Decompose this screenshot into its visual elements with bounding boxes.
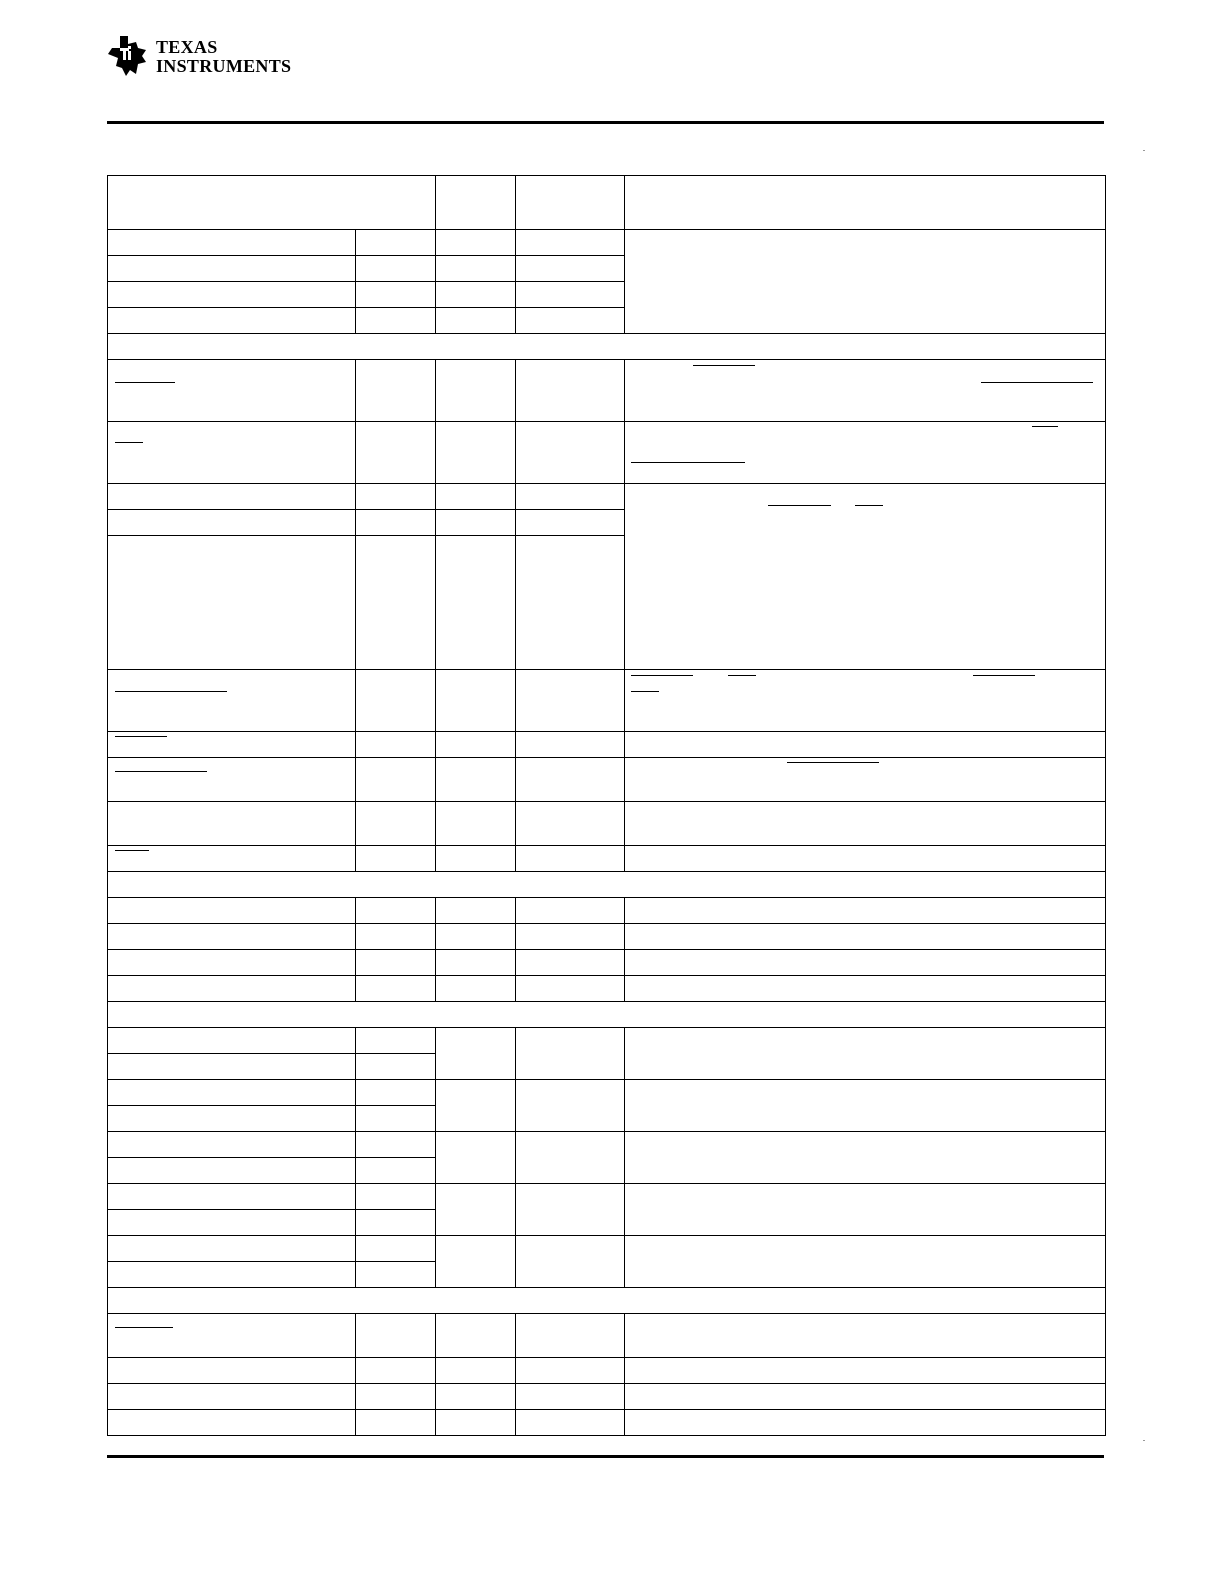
table-cell (516, 924, 625, 950)
table-cell (108, 422, 356, 484)
table-cell (108, 976, 356, 1002)
table-cell (108, 872, 1106, 898)
table-cell (356, 1410, 436, 1436)
table-cell (436, 976, 516, 1002)
table-cell (516, 1080, 625, 1132)
table-cell (108, 802, 356, 846)
table-cell (356, 422, 436, 484)
table-cell (108, 308, 356, 334)
table-cell (108, 1384, 356, 1410)
table-cell (108, 282, 356, 308)
table-cell (625, 484, 1106, 670)
table-row (108, 360, 1106, 422)
table-cell (108, 1132, 356, 1158)
table-cell (108, 1358, 356, 1384)
table-cell (516, 670, 625, 732)
logo-line-1: TEXAS (156, 37, 218, 57)
table-cell (625, 670, 1106, 732)
table-cell (108, 1184, 356, 1210)
table-cell (108, 1410, 356, 1436)
overline-mark (728, 675, 756, 676)
table-row (108, 898, 1106, 924)
table-row (108, 1080, 1106, 1106)
table-cell (436, 670, 516, 732)
table-cell (108, 846, 356, 872)
table-cell (625, 802, 1106, 846)
table-cell (356, 1028, 436, 1054)
table-cell (108, 256, 356, 282)
table-cell (108, 1210, 356, 1236)
table-cell (108, 176, 436, 230)
table-cell (108, 950, 356, 976)
table-cell (516, 256, 625, 282)
table-cell (625, 360, 1106, 422)
ti-state-logo-icon (106, 34, 150, 78)
table-cell (356, 1210, 436, 1236)
table-cell (516, 536, 625, 670)
table-cell (108, 1262, 356, 1288)
table-cell (516, 1028, 625, 1080)
table-row (108, 802, 1106, 846)
overline-mark (631, 691, 659, 692)
table-cell (436, 1028, 516, 1080)
table-cell (108, 1080, 356, 1106)
overline-mark (855, 505, 883, 506)
table-cell (625, 422, 1106, 484)
table-cell (356, 1106, 436, 1132)
table-cell (436, 924, 516, 950)
table-cell (356, 1314, 436, 1358)
table-cell (356, 256, 436, 282)
table-row (108, 1236, 1106, 1262)
table-cell (108, 1314, 356, 1358)
table-row (108, 1314, 1106, 1358)
table-cell (516, 1358, 625, 1384)
table-section-row (108, 1288, 1106, 1314)
table-cell (108, 360, 356, 422)
footer-rule (107, 1455, 1104, 1458)
table-cell (436, 846, 516, 872)
table-cell (625, 1410, 1106, 1436)
table-row (108, 670, 1106, 732)
table-row (108, 950, 1106, 976)
table-cell (108, 732, 356, 758)
table-cell (436, 422, 516, 484)
table-cell (356, 802, 436, 846)
table-cell (356, 846, 436, 872)
overline-mark (115, 382, 175, 383)
table-row (108, 1184, 1106, 1210)
table-row (108, 230, 1106, 256)
table-cell (436, 1080, 516, 1132)
overline-mark (115, 736, 167, 737)
table-cell (516, 1410, 625, 1436)
table-cell (436, 308, 516, 334)
table-cell (625, 1236, 1106, 1288)
table-cell (625, 950, 1106, 976)
table-cell (356, 976, 436, 1002)
table-cell (625, 732, 1106, 758)
table-cell (516, 1132, 625, 1184)
table-row (108, 758, 1106, 802)
overline-mark (115, 1327, 173, 1328)
table-cell (516, 422, 625, 484)
table-cell (356, 510, 436, 536)
overline-mark (115, 442, 143, 443)
table-cell (516, 976, 625, 1002)
table-cell (356, 1080, 436, 1106)
margin-tick (1143, 150, 1145, 151)
table-cell (436, 1410, 516, 1436)
margin-tick (1143, 1440, 1145, 1441)
table-cell (108, 484, 356, 510)
table-cell (356, 230, 436, 256)
overline-mark (693, 365, 755, 366)
overline-mark (768, 505, 831, 506)
overline-mark (631, 675, 693, 676)
table-cell (356, 898, 436, 924)
table-cell (516, 176, 625, 230)
table-cell (625, 898, 1106, 924)
table-row (108, 732, 1106, 758)
table-cell (436, 230, 516, 256)
table-cell (436, 898, 516, 924)
overline-mark (981, 382, 1093, 383)
table-cell (356, 924, 436, 950)
ti-logo (106, 34, 296, 80)
table-cell (356, 1384, 436, 1410)
overline-mark (787, 762, 879, 763)
table-cell (356, 360, 436, 422)
table-cell (356, 1358, 436, 1384)
table-section-row (108, 1002, 1106, 1028)
table-cell (108, 1236, 356, 1262)
table-cell (516, 360, 625, 422)
header-rule (107, 121, 1104, 124)
table-cell (108, 536, 356, 670)
table-cell (516, 282, 625, 308)
table-cell (108, 670, 356, 732)
table-cell (436, 484, 516, 510)
table-cell (356, 308, 436, 334)
table-cell (108, 1158, 356, 1184)
table-cell (108, 898, 356, 924)
table-cell (436, 536, 516, 670)
table-cell (436, 758, 516, 802)
table-cell (516, 484, 625, 510)
table-cell (356, 1132, 436, 1158)
table-cell (516, 758, 625, 802)
table-cell (108, 1054, 356, 1080)
table-cell (436, 1384, 516, 1410)
overline-mark (631, 462, 745, 463)
table-cell (356, 1262, 436, 1288)
table-row (108, 846, 1106, 872)
table-cell (436, 950, 516, 976)
table-cell (436, 1132, 516, 1184)
table-row (108, 1132, 1106, 1158)
table-cell (516, 732, 625, 758)
overline-mark (1032, 426, 1058, 427)
logo-wordmark (156, 38, 291, 76)
table-row (108, 1384, 1106, 1410)
table-row (108, 1028, 1106, 1054)
table-cell (516, 898, 625, 924)
table-cell (356, 484, 436, 510)
table-cell (625, 1184, 1106, 1236)
table-cell (436, 1236, 516, 1288)
table-cell (625, 1132, 1106, 1184)
table-cell (625, 1384, 1106, 1410)
table-cell (625, 924, 1106, 950)
table-cell (108, 1288, 1106, 1314)
table-cell (356, 536, 436, 670)
table-header-row (108, 176, 1106, 230)
table-row (108, 422, 1106, 484)
table-cell (625, 976, 1106, 1002)
table-cell (356, 282, 436, 308)
table-row (108, 484, 1106, 510)
table-cell (356, 1236, 436, 1262)
overline-mark (115, 850, 149, 851)
table-cell (516, 802, 625, 846)
table-row (108, 924, 1106, 950)
table-cell (108, 758, 356, 802)
table-cell (436, 1184, 516, 1236)
spec-table (107, 175, 1106, 1436)
table-row (108, 976, 1106, 1002)
table-cell (516, 846, 625, 872)
table-cell (436, 732, 516, 758)
table-row (108, 1358, 1106, 1384)
table-cell (108, 1002, 1106, 1028)
table-row (108, 1410, 1106, 1436)
table-cell (108, 1106, 356, 1132)
overline-mark (115, 771, 207, 772)
table-cell (108, 334, 1106, 360)
table-cell (356, 950, 436, 976)
table-cell (625, 846, 1106, 872)
table-cell (436, 282, 516, 308)
table-cell (516, 230, 625, 256)
table-cell (356, 732, 436, 758)
table-cell (625, 176, 1106, 230)
table-cell (436, 256, 516, 282)
table-cell (625, 758, 1106, 802)
table-cell (625, 1028, 1106, 1080)
table-cell (356, 1184, 436, 1210)
logo-line-2: INSTRUMENTS (156, 56, 292, 76)
table-cell (625, 1080, 1106, 1132)
table-cell (356, 1158, 436, 1184)
table-cell (625, 1314, 1106, 1358)
table-section-row (108, 872, 1106, 898)
table-cell (436, 360, 516, 422)
table-cell (356, 670, 436, 732)
table-cell (436, 1358, 516, 1384)
table-cell (108, 924, 356, 950)
table-cell (516, 308, 625, 334)
table-cell (108, 510, 356, 536)
table-cell (516, 1236, 625, 1288)
table-cell (108, 1028, 356, 1054)
table-cell (436, 176, 516, 230)
table-cell (108, 230, 356, 256)
table-cell (436, 802, 516, 846)
overline-mark (973, 675, 1035, 676)
table-section-row (108, 334, 1106, 360)
table-cell (436, 510, 516, 536)
table-cell (516, 950, 625, 976)
table-cell (516, 510, 625, 536)
table-cell (625, 1358, 1106, 1384)
table-cell (516, 1184, 625, 1236)
table-cell (356, 1054, 436, 1080)
table-cell (625, 230, 1106, 334)
table-cell (516, 1384, 625, 1410)
overline-mark (115, 691, 227, 692)
table-cell (356, 758, 436, 802)
table-cell (516, 1314, 625, 1358)
table-cell (436, 1314, 516, 1358)
